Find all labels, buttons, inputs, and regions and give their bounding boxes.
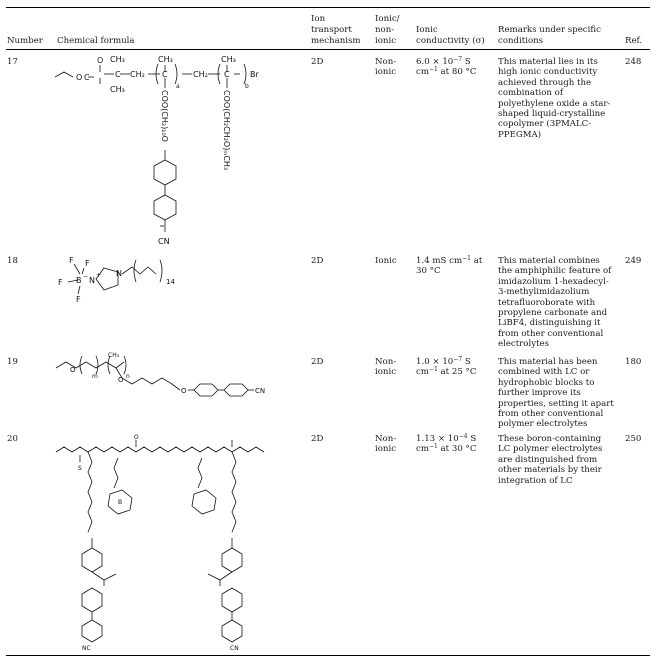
chemical-structure-17 (52, 52, 292, 247)
row-ref: 248 (625, 57, 642, 67)
chemical-structure-18 (52, 252, 192, 307)
row-ionic-2: ionic (375, 444, 397, 454)
chem-17-side-1: COO(CH₂)₁₀O (160, 90, 169, 142)
chem-17-cn: CN (158, 237, 170, 246)
row-number: 17 (7, 57, 18, 67)
structure-18-svg (52, 252, 192, 307)
chem-17-ch3-d: CH₃ (221, 55, 236, 64)
chem-19-n: n (126, 373, 130, 380)
row-ionic-2: ionic (375, 367, 397, 377)
chem-18-n-plus: + (96, 272, 102, 279)
chem-20-o: O (134, 434, 139, 441)
chem-18-n1: N (89, 276, 95, 285)
row-ionic-2: ionic (375, 67, 397, 77)
structure-17-svg (52, 52, 292, 247)
header-transport-3: mechanism (311, 36, 361, 46)
chem-18-b-minus: − (83, 273, 89, 280)
chem-18-f2: F (85, 259, 90, 268)
structure-20-svg (52, 430, 302, 652)
chem-17-ch3-a: CH₃ (110, 55, 125, 64)
header-rule (6, 49, 650, 50)
row-conductivity-1: $1.13 \times 10^{-4}$ S (416, 433, 477, 444)
chem-17-ch3-b: CH₃ (110, 85, 125, 94)
chem-17-sub-b: b (245, 83, 249, 90)
row-ref: 249 (625, 256, 642, 266)
chem-18-f3: F (58, 278, 63, 287)
header-ionic-1: Ionic/ (375, 14, 400, 24)
chem-17-ch3-c: CH₃ (158, 55, 173, 64)
chem-18-f4: F (76, 295, 81, 304)
row-number: 18 (7, 256, 18, 266)
chem-17-c-b: C (115, 70, 121, 79)
header-ionic-2: non- (375, 25, 395, 35)
chem-19-m: m (92, 373, 98, 380)
chem-17-ch2-b: CH₂ (193, 70, 208, 79)
row-ref: 180 (625, 357, 642, 367)
row-ionic-1: Non- (375, 434, 397, 444)
row-mechanism: 2D (311, 357, 324, 367)
chem-20-nc: NC (82, 645, 91, 652)
chem-20-b: B (118, 499, 123, 506)
row-conductivity-2: 30 °C (416, 266, 441, 276)
chem-18-sub-14: 14 (166, 278, 175, 286)
header-remarks-2: conditions (498, 36, 544, 46)
row-remarks: These boron-containing LC polymer electrolytes are distinguished from other materials by their integration of LC (498, 434, 603, 486)
row-conductivity-1: $1.0 \times 10^{-7}$ S (416, 356, 471, 367)
chem-19-o2: O (118, 376, 124, 384)
chem-19-o1: O (70, 366, 76, 374)
header-conductivity-2: conductivity (σ) (416, 36, 485, 46)
header-formula: Chemical formula (57, 36, 135, 46)
row-mechanism: 2D (311, 256, 324, 266)
row-conductivity-2: $cm^{-1}$ at 30 °C (416, 443, 477, 454)
chem-17-sub-a: a (176, 83, 180, 90)
header-transport-2: transport (311, 25, 352, 35)
chem-17-o-b: O (97, 56, 104, 65)
chem-18-b: B (76, 276, 82, 285)
chem-19-o3: O (181, 387, 187, 395)
row-remarks: This material lies in its high ionic conductivity achieved through the combination of polyethylene oxide a star-shaped liquid-crystalline copolymer (3PMALC-PPEGMA) (498, 57, 611, 140)
header-transport-1: Ion (311, 14, 326, 24)
row-conductivity-2: $cm^{-1}$ at 25 °C (416, 366, 477, 377)
header-ref: Ref. (625, 36, 643, 46)
row-ionic-1: Ionic (375, 256, 397, 266)
chem-20-s: S (78, 465, 82, 472)
row-number: 19 (7, 357, 18, 367)
row-conductivity-1: 1.4 mS $cm^{-1}$ at (416, 255, 483, 266)
header-number: Number (7, 36, 43, 46)
row-ionic-1: Non- (375, 57, 397, 67)
chem-18-n2: N (116, 269, 122, 278)
row-ionic-1: Non- (375, 357, 397, 367)
row-mechanism: 2D (311, 434, 324, 444)
header-ionic-3: ionic (375, 36, 397, 46)
chem-17-o-a: O (76, 73, 83, 82)
chem-17-c-d: C (224, 70, 230, 79)
row-conductivity-2: $cm^{-1}$ at 80 °C (416, 66, 477, 77)
chemical-structure-19 (52, 350, 267, 410)
chem-19-cn: CN (255, 387, 266, 395)
row-remarks: This material combines the amphiphilic feature of imidazolium 1-hexadecyl-3-methylimidazolium tetrafluoroborate with propylene carbonate and LiBF4, distinguishing it from other conventional electrolytes (498, 256, 612, 350)
chem-17-c-c: C (162, 70, 168, 79)
header-conductivity-1: Ionic (416, 25, 438, 35)
chemical-structure-20 (52, 430, 302, 652)
chem-17-br: Br (250, 70, 259, 79)
row-remarks: This material has been combined with LC or hydrophobic blocks to further improve its properties, setting it apart from other conventional polymer electrolytes (498, 357, 614, 430)
chem-20-cn: CN (230, 645, 239, 652)
row-ref: 250 (625, 434, 642, 444)
chem-17-side-2: COO(CH₂CH₂O)ₘCH₃ (222, 90, 231, 171)
chem-17-ch2-a: CH₂ (130, 70, 145, 79)
chem-18-f1: F (69, 256, 74, 265)
row-number: 20 (7, 434, 18, 444)
chem-19-ch3: CH₃ (108, 352, 120, 359)
header-remarks-1: Remarks under specific (498, 25, 601, 35)
chem-17-c-a: C (84, 73, 90, 82)
top-rule (6, 7, 650, 8)
bottom-rule (6, 655, 650, 656)
structure-19-svg (52, 350, 267, 410)
row-conductivity-1: $6.0 \times 10^{-7}$ S (416, 56, 471, 67)
row-mechanism: 2D (311, 57, 324, 67)
